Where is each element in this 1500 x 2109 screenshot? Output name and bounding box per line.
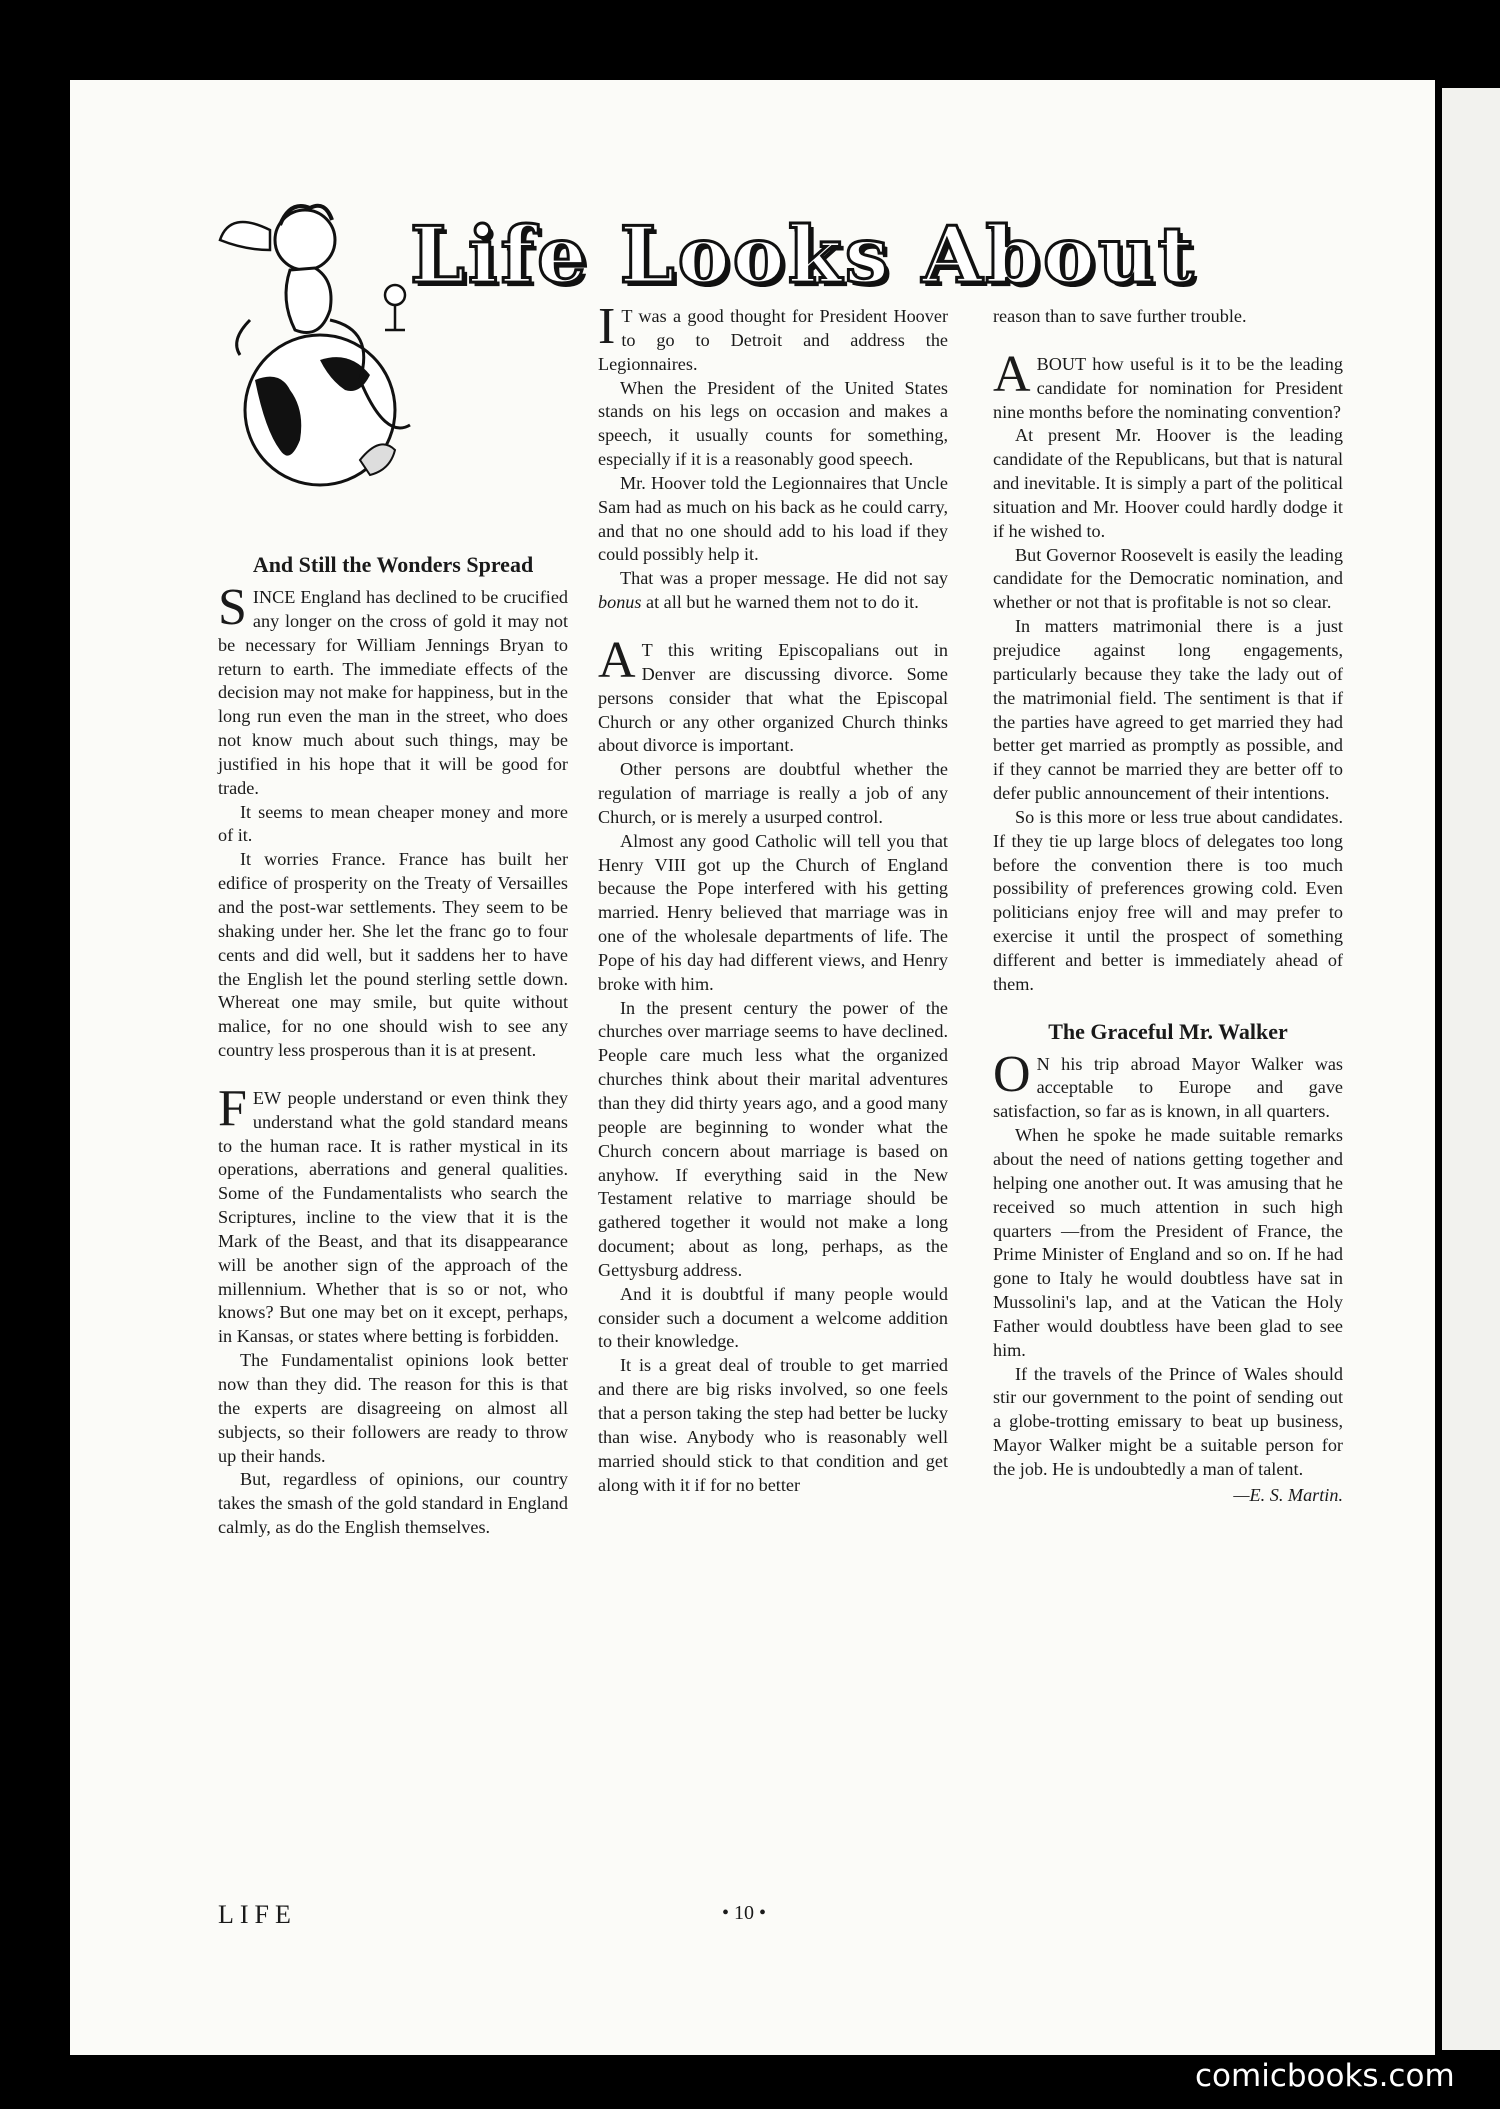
paragraph-text: That was a proper message. He did not say <box>620 568 948 589</box>
paragraph: It worries France. France has built her edifice of prosperity on the Treaty of Versailles and the post-war settlements. They seem to be shaking under her. She let the franc go to four cents and did well, but it saddens her to have the English let the pound sterling settle down. Whereat one may smile, but quite without malice, for no one should wish to see any country less prosperous than it is at present. <box>218 849 568 1061</box>
drop-cap: I <box>598 298 616 355</box>
column-3 <box>993 305 1343 1508</box>
section-heading: And Still the Wonders Spread <box>252 552 534 577</box>
paragraph: Other persons are doubtful whether the regulation of marriage is really a job of any Church, or is merely a usurped control. <box>598 759 948 827</box>
paragraph-text: was a good thought for President Hoover to go to Detroit and address the Legionnaires. <box>598 306 948 374</box>
paragraph: It seems to mean cheaper money and more of it. <box>218 801 568 846</box>
paragraph: It is a great deal of trouble to get married and there are big risks involved, so one feels that a person taking the step had better be lucky than wise. Anybody who is reasonably well married should stick to that condition and get along with it if for no better <box>598 1355 948 1495</box>
lead-word: N <box>1036 1053 1050 1074</box>
paragraph: So is this more or less true about candidates. If they tie up large blocs of delegates too long before the convention there is too much possibility of preferences growing cold. Even politicians enjoy free will and may prefer to exercise it until the prospect of something different and better is immediately ahead of them. <box>993 806 1343 994</box>
paragraph-text: his trip abroad Mayor Walker was acceptable to Europe and gave satisfaction, so far as is known, in all quarters. <box>993 1053 1343 1122</box>
paragraph <box>993 1045 1343 1125</box>
paragraph-text: England has declined to be crucified any longer on the cross of gold it may not be necessary for William Jennings Bryan to return to earth. The immediate effects of the decision may not make for happiness, but in the long run even the man in the street, who does not know much about such things, may be justified in his hope that it will be good for trade. <box>218 587 568 798</box>
lead-word: EW <box>252 1087 281 1108</box>
paragraph: Mr. Hoover told the Legionnaires that Uncle Sam had as much on his back as he could carry, and that no one should add to his load if they could possibly help it. <box>598 472 948 565</box>
paragraph-text: this writing Episcopalians out in Denver are discussing divorce. Some persons consider that what the Episcopal Church or any other organized Church thinks about divorce is important. <box>598 639 948 756</box>
paragraph: If the travels of the Prince of Wales should stir our government to the point of sending out a globe-trotting emissary to beat up business, Mayor Walker might be a suitable person for the job. He is undoubtedly a man of talent. <box>993 1363 1343 1479</box>
paragraph <box>598 631 948 758</box>
lead-word: INCE <box>252 587 296 607</box>
drop-cap: O <box>993 1045 1031 1103</box>
paragraph <box>993 345 1343 425</box>
paragraph: And it is doubtful if many people would consider such a document a welcome addition to their knowledge. <box>598 1283 948 1352</box>
column-1 <box>218 552 568 1540</box>
paragraph <box>218 579 568 801</box>
paragraph: At present Mr. Hoover is the leading candidate of the Republicans, but that is natural and inevitable. It is simply a part of the political situation and Mr. Hoover could hardly dodge it if he wished to. <box>993 425 1343 541</box>
watermark: comicbooks.com <box>1195 2058 1455 2094</box>
page-title: Life Looks About <box>410 210 1197 301</box>
lead-word: T <box>621 306 633 326</box>
paragraph: But Governor Roosevelt is easily the leading candidate for the Democratic nomination, and whether or not that is profitable is not so clear. <box>993 544 1343 613</box>
paragraph <box>218 1079 568 1349</box>
paragraph: reason than to save further trouble. <box>993 306 1247 326</box>
lead-word: BOUT <box>1036 353 1086 374</box>
paragraph: When he spoke he made suitable remarks about the need of nations getting together and helping one another out. It was amusing that he received so much attention in such high quarters —from the President of France, the Prime Minister of England and so on. If he had gone to Italy he would doubtless have sat in Mussolini's lap, and at the Vatican the Holy Father would doubtless have been glad to see him. <box>993 1125 1343 1360</box>
paragraph-text: how useful is it to be the leading candidate for nomination for President nine months before the nominating convention? <box>993 353 1343 422</box>
paragraph: When the President of the United States stands on his legs on occasion and makes a speech, it usually counts for something, especially if it is a reasonably good speech. <box>598 377 948 470</box>
drop-cap: F <box>218 1079 247 1137</box>
emphasis: bonus <box>598 592 642 613</box>
lead-word: T <box>641 639 653 660</box>
drop-cap: S <box>218 579 247 636</box>
paragraph <box>598 298 948 377</box>
paragraph: Almost any good Catholic will tell you that Henry VIII got up the Church of England because the Pope interfered with his getting married. Henry believed that marriage was in one of the wholesale departments of life. The Pope of his day had different views, and Henry broke with him. <box>598 830 948 994</box>
paragraph: The Fundamentalist opinions look better now than they did. The reason for this is that the experts are disagreeing on almost all subjects, so their followers are ready to throw up their hands. <box>218 1350 568 1466</box>
author-signature: —E. S. Martin. <box>1233 1484 1343 1505</box>
paragraph-text: people understand or even think they understand what the gold standard means to the human race. It is rather mystical in its operations, aberrations and general qualities. Some of the Fundamentalists who search the Scriptures, incline to the view that it is the Mark of the Beast, and that its disappearance will be another sign of the approach of the millennium. Whether that is so or not, who knows? But one may bet on it except, perhaps, in Kansas, or states where betting is forbidden. <box>218 1087 568 1347</box>
section-heading: The Graceful Mr. Walker <box>1048 1018 1288 1044</box>
page-number: • 10 • <box>722 1902 767 1924</box>
paragraph: In matters matrimonial there is a just prejudice against long engagements, particularly because they take the lady out of the matrimonial field. The sentiment is that if the parties have agreed to get married they had better get married as promptly as possible, and if they cannot be married they are better off to defer public announcement of their intentions. <box>993 616 1343 804</box>
paragraph-text: at all but he warned them not to do it. <box>641 592 919 613</box>
adjacent-page-edge <box>1442 88 1500 2050</box>
column-2 <box>598 298 948 1497</box>
paragraph <box>598 567 948 615</box>
drop-cap: A <box>598 631 636 689</box>
drop-cap: A <box>993 345 1031 403</box>
paragraph: In the present century the power of the churches over marriage seems to have declined. People care much less what the organized churches think about their marital adventures than they did thirty years ago, and a good many people are beginning to wonder what the Church concern about marriage is based on anyhow. If everything said in the New Testament relative to marriage should be gathered together it would not make a long document; about as long, perhaps, as the Gettysburg address. <box>598 997 948 1280</box>
paragraph: But, regardless of opinions, our country takes the smash of the gold standard in England calmly, as do the English themselves. <box>218 1469 568 1538</box>
magazine-name: LIFE <box>218 1900 297 1929</box>
cupid-on-globe-icon <box>210 180 425 495</box>
